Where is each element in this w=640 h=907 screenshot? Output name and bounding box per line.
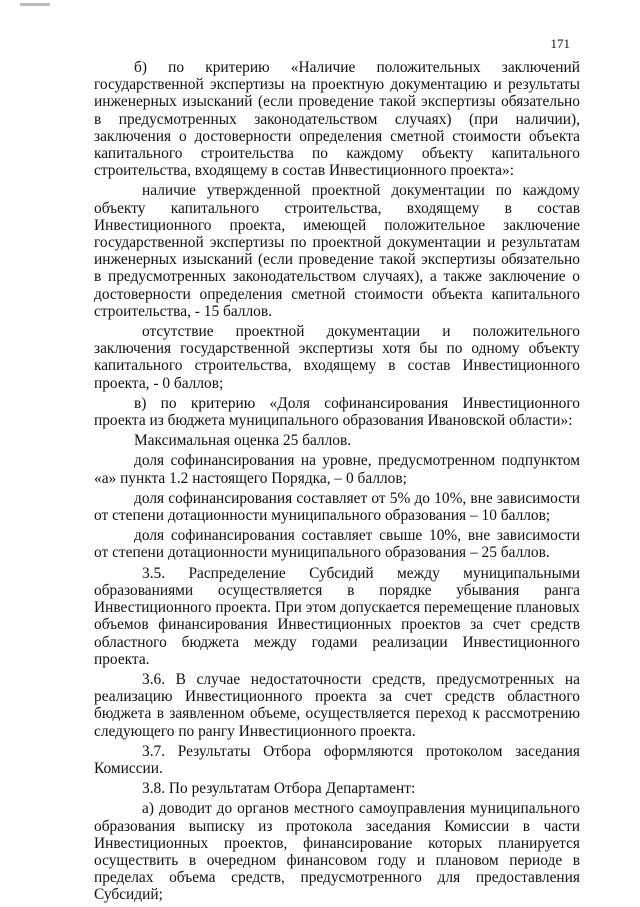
- paragraph-cofinancing-base: доля софинансирования на уровне, предусмотренном подпунктом «а» пункта 1.2 настоящего Порядка, – 0 баллов;: [94, 452, 580, 487]
- paragraph-project-docs-absent: отсутствие проектной документации и положительного заключения государственной экспертизы хотя бы по одному объекту капитального строительства, входящему в состав Инвестиционного проекта, - 0 баллов;: [94, 323, 580, 392]
- document-body: [94, 59, 580, 907]
- paragraph-cofinancing-over-10: доля софинансирования составляет свыше 10%, вне зависимости от степени дотационности муниципального образования – 25 баллов.: [94, 527, 580, 562]
- paragraph-cofinancing-5-10: доля софинансирования составляет от 5% до 10%, вне зависимости от степени дотационности муниципального образования – 10 баллов;: [94, 489, 580, 525]
- paragraph-criterion-b: б) по критерию «Наличие положительных заключений государственной экспертизы на проектную документацию и результаты инженерных изысканий (если проведение такой экспертизы обязательно в предусмотренных законодательством случаях) (при наличии), заключения о достоверности определения сметной стоимости объекта капитального строительства по каждому объекту капитального строительства, входящему в состав Инвестиционного проекта»:: [94, 59, 580, 180]
- paragraph-project-docs-present: наличие утвержденной проектной документации по каждому объекту капитального строительства, входящему в состав Инвестиционного проекта, имеющей положительное заключение государственной экспертизы по проектной документации и результатам инженерных изысканий (если проведение такой экспертизы обязательно в предусмотренных законодательством случаях), а также заключение о достоверности определения сметной стоимости объекта капитального строительства, - 15 баллов.: [94, 182, 580, 320]
- paragraph-section-3-7: 3.7. Результаты Отбора оформляются протоколом заседания Комиссии.: [94, 742, 580, 777]
- paragraph-max-score: Максимальная оценка 25 баллов.: [134, 432, 352, 450]
- paragraph-section-3-8: 3.8. По результатам Отбора Департамент:: [142, 780, 416, 798]
- scan-artifact-mark: [20, 3, 50, 6]
- paragraph-section-3-8-a: а) доводит до органов местного самоуправления муниципального образования выписку из протокола заседания Комиссии в части Инвестиционных проектов, финансирование которых планируется осуществить в очередном финансовом году и плановом периоде в пределах объема средств, предусмотренного для предоставления Субсидий;: [94, 800, 580, 904]
- paragraph-criterion-v: в) по критерию «Доля софинансирования Инвестиционного проекта из бюджета муниципального образования Ивановской области»:: [94, 394, 580, 430]
- paragraph-section-3-5: 3.5. Распределение Субсидий между муниципальными образованиями осуществляется в порядке убывания ранга Инвестиционного проекта. При этом допускается перемещение плановых объемов финансирования Инвестиционных проектов за счет средств областного бюджета между годами реализации Инвестиционного проекта.: [94, 564, 580, 668]
- paragraph-section-3-6: 3.6. В случае недостаточности средств, предусмотренных на реализацию Инвестиционного проекта за счет средств областного бюджета в заявленном объеме, осуществляется переход к рассмотрению следующего по рангу Инвестиционного проекта.: [94, 670, 580, 740]
- page-number: 171: [550, 36, 570, 51]
